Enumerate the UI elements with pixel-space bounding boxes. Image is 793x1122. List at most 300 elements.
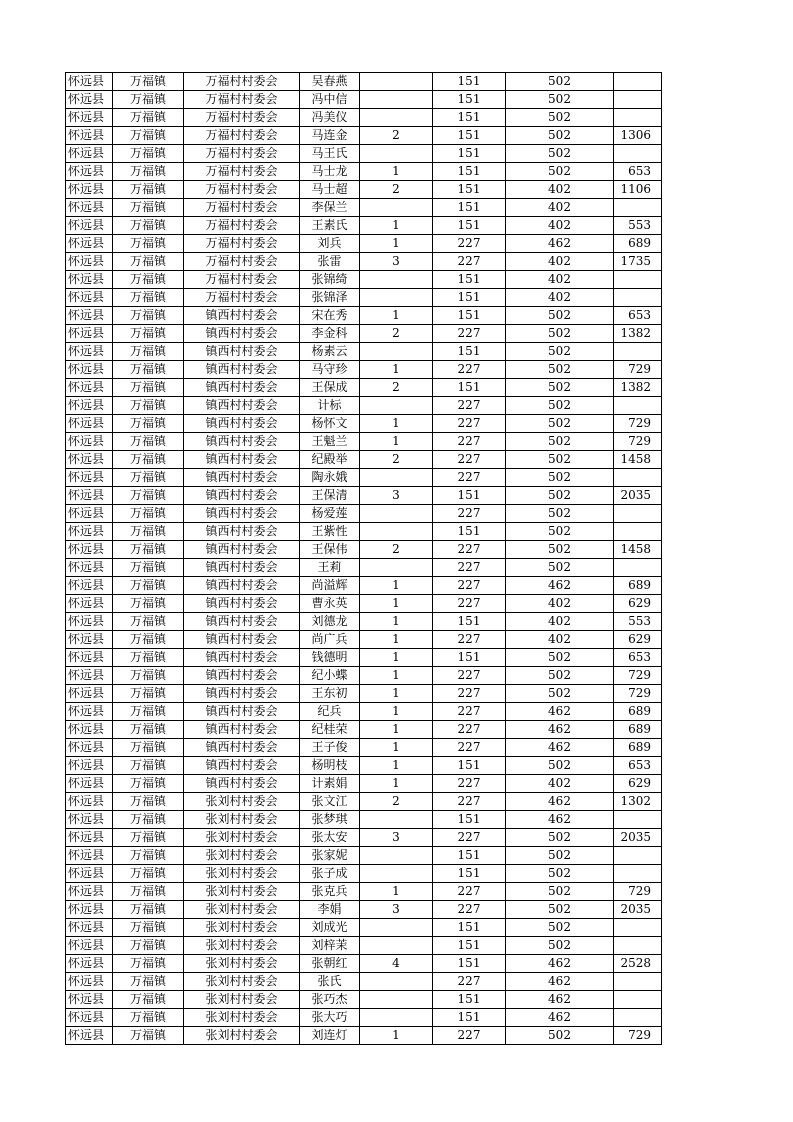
standard-cell: 151 bbox=[433, 865, 506, 883]
table-row bbox=[66, 919, 662, 937]
total-cell: 689 bbox=[614, 721, 662, 739]
total-cell bbox=[614, 343, 662, 361]
county-cell: 怀远县 bbox=[66, 325, 113, 343]
table-row bbox=[66, 937, 662, 955]
village-cell: 镇西村村委会 bbox=[184, 775, 300, 793]
count-cell bbox=[360, 271, 433, 289]
village-cell: 镇西村村委会 bbox=[184, 613, 300, 631]
name-cell: 张大巧 bbox=[300, 1009, 360, 1027]
table-row bbox=[66, 793, 662, 811]
table-row bbox=[66, 451, 662, 469]
table-row bbox=[66, 397, 662, 415]
village-cell: 张刘村村委会 bbox=[184, 847, 300, 865]
count-cell: 3 bbox=[360, 901, 433, 919]
standard-cell: 151 bbox=[433, 991, 506, 1009]
village-cell: 镇西村村委会 bbox=[184, 307, 300, 325]
county-cell: 怀远县 bbox=[66, 883, 113, 901]
village-cell: 万福村村委会 bbox=[184, 181, 300, 199]
town-cell: 万福镇 bbox=[113, 937, 184, 955]
table-row bbox=[66, 721, 662, 739]
town-cell: 万福镇 bbox=[113, 613, 184, 631]
total-cell bbox=[614, 145, 662, 163]
village-cell: 镇西村村委会 bbox=[184, 577, 300, 595]
town-cell: 万福镇 bbox=[113, 397, 184, 415]
town-cell: 万福镇 bbox=[113, 451, 184, 469]
name-cell: 王莉 bbox=[300, 559, 360, 577]
total-cell: 653 bbox=[614, 307, 662, 325]
standard2-cell: 502 bbox=[506, 541, 614, 559]
village-cell: 张刘村村委会 bbox=[184, 1009, 300, 1027]
county-cell: 怀远县 bbox=[66, 127, 113, 145]
standard-cell: 151 bbox=[433, 955, 506, 973]
count-cell: 2 bbox=[360, 451, 433, 469]
town-cell: 万福镇 bbox=[113, 595, 184, 613]
table-row bbox=[66, 613, 662, 631]
village-cell: 镇西村村委会 bbox=[184, 541, 300, 559]
standard2-cell: 502 bbox=[506, 91, 614, 109]
table-row bbox=[66, 685, 662, 703]
count-cell: 1 bbox=[360, 667, 433, 685]
name-cell: 尚溢辉 bbox=[300, 577, 360, 595]
standard-cell: 227 bbox=[433, 253, 506, 271]
count-cell: 3 bbox=[360, 487, 433, 505]
count-cell bbox=[360, 91, 433, 109]
standard2-cell: 402 bbox=[506, 181, 614, 199]
town-cell: 万福镇 bbox=[113, 73, 184, 91]
table-row bbox=[66, 379, 662, 397]
town-cell: 万福镇 bbox=[113, 559, 184, 577]
town-cell: 万福镇 bbox=[113, 685, 184, 703]
town-cell: 万福镇 bbox=[113, 703, 184, 721]
total-cell: 729 bbox=[614, 685, 662, 703]
count-cell bbox=[360, 145, 433, 163]
village-cell: 镇西村村委会 bbox=[184, 487, 300, 505]
town-cell: 万福镇 bbox=[113, 307, 184, 325]
table-row bbox=[66, 865, 662, 883]
village-cell: 万福村村委会 bbox=[184, 289, 300, 307]
name-cell: 李金科 bbox=[300, 325, 360, 343]
standard2-cell: 502 bbox=[506, 469, 614, 487]
standard-cell: 151 bbox=[433, 199, 506, 217]
county-cell: 怀远县 bbox=[66, 397, 113, 415]
standard2-cell: 462 bbox=[506, 991, 614, 1009]
table-row bbox=[66, 235, 662, 253]
name-cell: 张克兵 bbox=[300, 883, 360, 901]
town-cell: 万福镇 bbox=[113, 289, 184, 307]
standard2-cell: 502 bbox=[506, 307, 614, 325]
standard-cell: 227 bbox=[433, 397, 506, 415]
county-cell: 怀远县 bbox=[66, 487, 113, 505]
table-row bbox=[66, 505, 662, 523]
standard2-cell: 502 bbox=[506, 343, 614, 361]
town-cell: 万福镇 bbox=[113, 253, 184, 271]
count-cell: 2 bbox=[360, 127, 433, 145]
town-cell: 万福镇 bbox=[113, 919, 184, 937]
count-cell: 1 bbox=[360, 757, 433, 775]
village-cell: 镇西村村委会 bbox=[184, 667, 300, 685]
standard-cell: 227 bbox=[433, 973, 506, 991]
total-cell: 729 bbox=[614, 1027, 662, 1045]
total-cell bbox=[614, 397, 662, 415]
town-cell: 万福镇 bbox=[113, 739, 184, 757]
standard-cell: 227 bbox=[433, 577, 506, 595]
standard-cell: 151 bbox=[433, 343, 506, 361]
standard-cell: 227 bbox=[433, 1027, 506, 1045]
name-cell: 张文江 bbox=[300, 793, 360, 811]
standard-cell: 151 bbox=[433, 811, 506, 829]
village-cell: 镇西村村委会 bbox=[184, 451, 300, 469]
standard2-cell: 502 bbox=[506, 145, 614, 163]
total-cell: 1106 bbox=[614, 181, 662, 199]
count-cell bbox=[360, 505, 433, 523]
town-cell: 万福镇 bbox=[113, 325, 184, 343]
total-cell bbox=[614, 505, 662, 523]
table-row bbox=[66, 739, 662, 757]
standard-cell: 151 bbox=[433, 613, 506, 631]
village-cell: 万福村村委会 bbox=[184, 253, 300, 271]
standard-cell: 227 bbox=[433, 361, 506, 379]
village-cell: 张刘村村委会 bbox=[184, 919, 300, 937]
name-cell: 王东初 bbox=[300, 685, 360, 703]
standard2-cell: 502 bbox=[506, 361, 614, 379]
standard2-cell: 402 bbox=[506, 613, 614, 631]
town-cell: 万福镇 bbox=[113, 199, 184, 217]
table-row bbox=[66, 433, 662, 451]
name-cell: 马守珍 bbox=[300, 361, 360, 379]
total-cell: 1306 bbox=[614, 127, 662, 145]
village-cell: 张刘村村委会 bbox=[184, 991, 300, 1009]
standard-cell: 227 bbox=[433, 883, 506, 901]
count-cell: 1 bbox=[360, 703, 433, 721]
name-cell: 李保兰 bbox=[300, 199, 360, 217]
county-cell: 怀远县 bbox=[66, 613, 113, 631]
count-cell: 2 bbox=[360, 793, 433, 811]
standard2-cell: 502 bbox=[506, 397, 614, 415]
county-cell: 怀远县 bbox=[66, 919, 113, 937]
name-cell: 王素氏 bbox=[300, 217, 360, 235]
table-row bbox=[66, 325, 662, 343]
table-row bbox=[66, 217, 662, 235]
village-cell: 镇西村村委会 bbox=[184, 361, 300, 379]
standard2-cell: 502 bbox=[506, 1027, 614, 1045]
town-cell: 万福镇 bbox=[113, 1009, 184, 1027]
county-cell: 怀远县 bbox=[66, 541, 113, 559]
name-cell: 冯中信 bbox=[300, 91, 360, 109]
county-cell: 怀远县 bbox=[66, 559, 113, 577]
town-cell: 万福镇 bbox=[113, 127, 184, 145]
total-cell: 2035 bbox=[614, 829, 662, 847]
name-cell: 钱德明 bbox=[300, 649, 360, 667]
town-cell: 万福镇 bbox=[113, 577, 184, 595]
county-cell: 怀远县 bbox=[66, 1027, 113, 1045]
name-cell: 刘德龙 bbox=[300, 613, 360, 631]
table-row bbox=[66, 253, 662, 271]
count-cell: 1 bbox=[360, 235, 433, 253]
village-cell: 镇西村村委会 bbox=[184, 559, 300, 577]
total-cell: 553 bbox=[614, 613, 662, 631]
table-row bbox=[66, 289, 662, 307]
count-cell bbox=[360, 937, 433, 955]
county-cell: 怀远县 bbox=[66, 163, 113, 181]
name-cell: 张子成 bbox=[300, 865, 360, 883]
village-cell: 张刘村村委会 bbox=[184, 937, 300, 955]
standard2-cell: 502 bbox=[506, 109, 614, 127]
table-row bbox=[66, 955, 662, 973]
county-cell: 怀远县 bbox=[66, 649, 113, 667]
county-cell: 怀远县 bbox=[66, 793, 113, 811]
total-cell: 2528 bbox=[614, 955, 662, 973]
table-row bbox=[66, 649, 662, 667]
county-cell: 怀远县 bbox=[66, 703, 113, 721]
name-cell: 尚广兵 bbox=[300, 631, 360, 649]
table-row bbox=[66, 469, 662, 487]
county-cell: 怀远县 bbox=[66, 343, 113, 361]
town-cell: 万福镇 bbox=[113, 541, 184, 559]
standard2-cell: 502 bbox=[506, 667, 614, 685]
standard2-cell: 502 bbox=[506, 325, 614, 343]
total-cell: 1458 bbox=[614, 541, 662, 559]
table-row bbox=[66, 973, 662, 991]
county-cell: 怀远县 bbox=[66, 811, 113, 829]
table-row bbox=[66, 883, 662, 901]
count-cell bbox=[360, 973, 433, 991]
standard-cell: 151 bbox=[433, 847, 506, 865]
standard2-cell: 462 bbox=[506, 703, 614, 721]
name-cell: 王保成 bbox=[300, 379, 360, 397]
standard2-cell: 462 bbox=[506, 577, 614, 595]
name-cell: 刘兵 bbox=[300, 235, 360, 253]
count-cell: 1 bbox=[360, 307, 433, 325]
town-cell: 万福镇 bbox=[113, 433, 184, 451]
table-row bbox=[66, 811, 662, 829]
village-cell: 镇西村村委会 bbox=[184, 325, 300, 343]
name-cell: 纪兵 bbox=[300, 703, 360, 721]
standard2-cell: 502 bbox=[506, 379, 614, 397]
total-cell bbox=[614, 937, 662, 955]
standard2-cell: 502 bbox=[506, 415, 614, 433]
table-row bbox=[66, 343, 662, 361]
village-cell: 镇西村村委会 bbox=[184, 469, 300, 487]
town-cell: 万福镇 bbox=[113, 973, 184, 991]
standard2-cell: 402 bbox=[506, 199, 614, 217]
standard-cell: 227 bbox=[433, 793, 506, 811]
total-cell bbox=[614, 1009, 662, 1027]
standard2-cell: 502 bbox=[506, 559, 614, 577]
county-cell: 怀远县 bbox=[66, 307, 113, 325]
county-cell: 怀远县 bbox=[66, 199, 113, 217]
standard2-cell: 502 bbox=[506, 901, 614, 919]
total-cell: 653 bbox=[614, 163, 662, 181]
standard-cell: 151 bbox=[433, 217, 506, 235]
town-cell: 万福镇 bbox=[113, 91, 184, 109]
town-cell: 万福镇 bbox=[113, 361, 184, 379]
county-cell: 怀远县 bbox=[66, 415, 113, 433]
count-cell bbox=[360, 1009, 433, 1027]
table-row bbox=[66, 163, 662, 181]
county-cell: 怀远县 bbox=[66, 289, 113, 307]
village-cell: 张刘村村委会 bbox=[184, 811, 300, 829]
table-row bbox=[66, 91, 662, 109]
table-row bbox=[66, 487, 662, 505]
total-cell bbox=[614, 199, 662, 217]
standard2-cell: 402 bbox=[506, 289, 614, 307]
total-cell bbox=[614, 91, 662, 109]
town-cell: 万福镇 bbox=[113, 415, 184, 433]
count-cell: 1 bbox=[360, 685, 433, 703]
town-cell: 万福镇 bbox=[113, 775, 184, 793]
total-cell: 1382 bbox=[614, 325, 662, 343]
standard-cell: 227 bbox=[433, 829, 506, 847]
standard-cell: 227 bbox=[433, 703, 506, 721]
name-cell: 张梦琪 bbox=[300, 811, 360, 829]
count-cell bbox=[360, 109, 433, 127]
count-cell bbox=[360, 919, 433, 937]
town-cell: 万福镇 bbox=[113, 649, 184, 667]
total-cell: 729 bbox=[614, 361, 662, 379]
count-cell bbox=[360, 73, 433, 91]
count-cell bbox=[360, 991, 433, 1009]
name-cell: 张家妮 bbox=[300, 847, 360, 865]
table-row bbox=[66, 415, 662, 433]
town-cell: 万福镇 bbox=[113, 955, 184, 973]
total-cell: 2035 bbox=[614, 487, 662, 505]
table-row bbox=[66, 901, 662, 919]
count-cell bbox=[360, 559, 433, 577]
count-cell bbox=[360, 811, 433, 829]
village-cell: 张刘村村委会 bbox=[184, 883, 300, 901]
county-cell: 怀远县 bbox=[66, 775, 113, 793]
standard-cell: 227 bbox=[433, 451, 506, 469]
standard2-cell: 502 bbox=[506, 523, 614, 541]
count-cell: 1 bbox=[360, 649, 433, 667]
village-cell: 镇西村村委会 bbox=[184, 433, 300, 451]
county-cell: 怀远县 bbox=[66, 847, 113, 865]
village-cell: 万福村村委会 bbox=[184, 73, 300, 91]
name-cell: 张朝红 bbox=[300, 955, 360, 973]
standard-cell: 151 bbox=[433, 127, 506, 145]
total-cell bbox=[614, 811, 662, 829]
standard2-cell: 402 bbox=[506, 217, 614, 235]
town-cell: 万福镇 bbox=[113, 631, 184, 649]
name-cell: 马王氏 bbox=[300, 145, 360, 163]
table-row bbox=[66, 127, 662, 145]
total-cell bbox=[614, 271, 662, 289]
standard-cell: 151 bbox=[433, 289, 506, 307]
standard2-cell: 462 bbox=[506, 739, 614, 757]
standard2-cell: 462 bbox=[506, 721, 614, 739]
name-cell: 杨怀文 bbox=[300, 415, 360, 433]
count-cell: 1 bbox=[360, 883, 433, 901]
standard2-cell: 402 bbox=[506, 271, 614, 289]
table-row bbox=[66, 541, 662, 559]
count-cell: 3 bbox=[360, 829, 433, 847]
standard2-cell: 502 bbox=[506, 865, 614, 883]
count-cell: 4 bbox=[360, 955, 433, 973]
county-cell: 怀远县 bbox=[66, 685, 113, 703]
standard2-cell: 502 bbox=[506, 757, 614, 775]
name-cell: 张氏 bbox=[300, 973, 360, 991]
village-cell: 万福村村委会 bbox=[184, 145, 300, 163]
count-cell: 1 bbox=[360, 361, 433, 379]
standard2-cell: 502 bbox=[506, 919, 614, 937]
town-cell: 万福镇 bbox=[113, 667, 184, 685]
count-cell: 1 bbox=[360, 1027, 433, 1045]
name-cell: 冯美仪 bbox=[300, 109, 360, 127]
county-cell: 怀远县 bbox=[66, 757, 113, 775]
total-cell bbox=[614, 469, 662, 487]
county-cell: 怀远县 bbox=[66, 181, 113, 199]
village-cell: 镇西村村委会 bbox=[184, 703, 300, 721]
county-cell: 怀远县 bbox=[66, 451, 113, 469]
name-cell: 马士龙 bbox=[300, 163, 360, 181]
village-cell: 万福村村委会 bbox=[184, 199, 300, 217]
standard2-cell: 502 bbox=[506, 829, 614, 847]
name-cell: 陶永娥 bbox=[300, 469, 360, 487]
count-cell: 1 bbox=[360, 631, 433, 649]
standard2-cell: 502 bbox=[506, 649, 614, 667]
county-cell: 怀远县 bbox=[66, 361, 113, 379]
table-row bbox=[66, 559, 662, 577]
name-cell: 张巧杰 bbox=[300, 991, 360, 1009]
total-cell bbox=[614, 559, 662, 577]
county-cell: 怀远县 bbox=[66, 865, 113, 883]
name-cell: 刘连灯 bbox=[300, 1027, 360, 1045]
town-cell: 万福镇 bbox=[113, 163, 184, 181]
table-row bbox=[66, 109, 662, 127]
table-row bbox=[66, 703, 662, 721]
standard-cell: 151 bbox=[433, 649, 506, 667]
county-cell: 怀远县 bbox=[66, 433, 113, 451]
county-cell: 怀远县 bbox=[66, 73, 113, 91]
count-cell: 2 bbox=[360, 325, 433, 343]
name-cell: 宋在秀 bbox=[300, 307, 360, 325]
name-cell: 张锦泽 bbox=[300, 289, 360, 307]
name-cell: 计素娟 bbox=[300, 775, 360, 793]
town-cell: 万福镇 bbox=[113, 487, 184, 505]
standard2-cell: 502 bbox=[506, 883, 614, 901]
village-cell: 万福村村委会 bbox=[184, 235, 300, 253]
name-cell: 张太安 bbox=[300, 829, 360, 847]
county-cell: 怀远县 bbox=[66, 721, 113, 739]
county-cell: 怀远县 bbox=[66, 739, 113, 757]
standard-cell: 151 bbox=[433, 91, 506, 109]
town-cell: 万福镇 bbox=[113, 901, 184, 919]
name-cell: 王紫性 bbox=[300, 523, 360, 541]
table-row bbox=[66, 271, 662, 289]
table-row bbox=[66, 1027, 662, 1045]
standard-cell: 227 bbox=[433, 595, 506, 613]
village-cell: 万福村村委会 bbox=[184, 91, 300, 109]
standard2-cell: 502 bbox=[506, 505, 614, 523]
standard-cell: 227 bbox=[433, 631, 506, 649]
table-row bbox=[66, 847, 662, 865]
standard-cell: 151 bbox=[433, 307, 506, 325]
town-cell: 万福镇 bbox=[113, 109, 184, 127]
total-cell: 553 bbox=[614, 217, 662, 235]
county-cell: 怀远县 bbox=[66, 955, 113, 973]
standard-cell: 151 bbox=[433, 145, 506, 163]
standard2-cell: 462 bbox=[506, 973, 614, 991]
name-cell: 马连金 bbox=[300, 127, 360, 145]
town-cell: 万福镇 bbox=[113, 271, 184, 289]
town-cell: 万福镇 bbox=[113, 505, 184, 523]
total-cell: 1735 bbox=[614, 253, 662, 271]
standard2-cell: 402 bbox=[506, 253, 614, 271]
table-row bbox=[66, 577, 662, 595]
standard-cell: 151 bbox=[433, 937, 506, 955]
county-cell: 怀远县 bbox=[66, 973, 113, 991]
total-cell bbox=[614, 109, 662, 127]
